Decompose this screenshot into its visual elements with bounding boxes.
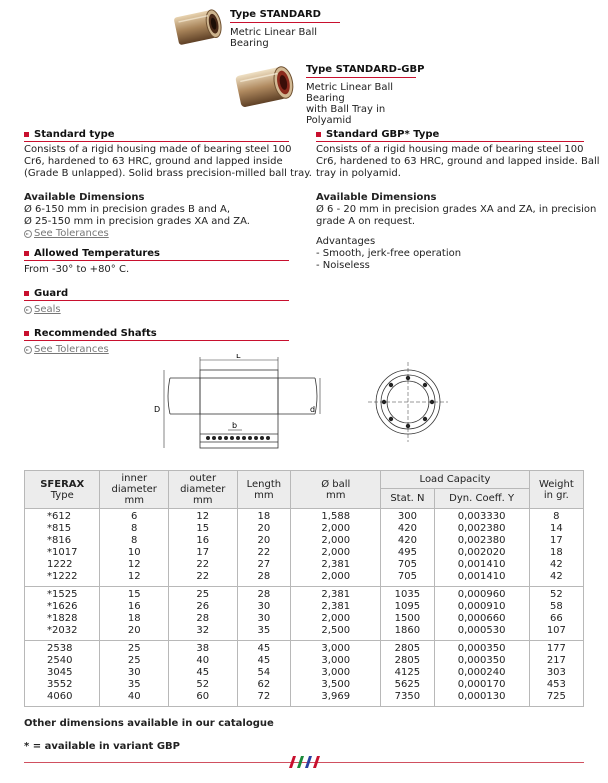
table-cell: 0,000350 bbox=[434, 641, 529, 656]
guard-heading: Guard bbox=[24, 288, 68, 299]
product-title: Type STANDARD-GBP bbox=[306, 64, 425, 75]
table-row bbox=[25, 559, 584, 571]
table-row bbox=[25, 601, 584, 613]
table-cell: 40 bbox=[168, 655, 237, 667]
table-cell: 2,000 bbox=[291, 613, 381, 625]
product-gbp bbox=[306, 64, 424, 126]
table-cell: 58 bbox=[529, 601, 583, 613]
table-cell: 42 bbox=[529, 559, 583, 571]
bullet-square-icon bbox=[24, 291, 29, 296]
table-cell: *816 bbox=[25, 535, 100, 547]
col-header-outer: outer diameter mm bbox=[168, 471, 237, 509]
table-row bbox=[25, 587, 584, 602]
table-cell: 52 bbox=[168, 679, 237, 691]
table-cell: 22 bbox=[168, 559, 237, 571]
table-cell: 20 bbox=[100, 625, 169, 641]
table-cell: 2,381 bbox=[291, 559, 381, 571]
table-cell: 22 bbox=[237, 547, 291, 559]
table-cell: 0,002380 bbox=[434, 535, 529, 547]
catalogue-note: Other dimensions available in our catalogue bbox=[24, 718, 274, 729]
table-cell: 18 bbox=[237, 509, 291, 524]
table-cell: 17 bbox=[168, 547, 237, 559]
table-row bbox=[25, 679, 584, 691]
table-cell: 35 bbox=[237, 625, 291, 641]
shafts-rule bbox=[24, 340, 289, 341]
table-cell: 2538 bbox=[25, 641, 100, 656]
table-cell: 3045 bbox=[25, 667, 100, 679]
table-cell: 45 bbox=[237, 641, 291, 656]
table-cell: 4125 bbox=[381, 667, 434, 679]
col-header-load: Load Capacity bbox=[381, 471, 529, 489]
dim-b-label: b bbox=[232, 421, 238, 430]
link-arrow-icon bbox=[24, 306, 32, 314]
table-cell: 0,000240 bbox=[434, 667, 529, 679]
table-cell: *1828 bbox=[25, 613, 100, 625]
table-row bbox=[25, 523, 584, 535]
table-cell: 3,500 bbox=[291, 679, 381, 691]
table-cell: 18 bbox=[100, 613, 169, 625]
bullet-square-icon bbox=[24, 251, 29, 256]
table-cell: 4060 bbox=[25, 691, 100, 707]
table-row bbox=[25, 547, 584, 559]
table-row bbox=[25, 691, 584, 707]
gbp-advantages: Advantages - Smooth, jerk-free operation - Noiseless bbox=[316, 236, 462, 271]
dim-d-label: d bbox=[310, 405, 316, 414]
table-cell: 1860 bbox=[381, 625, 434, 641]
spec-table-body bbox=[25, 509, 584, 707]
table-cell: 2540 bbox=[25, 655, 100, 667]
table-cell: *612 bbox=[25, 509, 100, 524]
table-cell: 25 bbox=[168, 587, 237, 602]
table-cell: 12 bbox=[100, 571, 169, 587]
standard-rule bbox=[24, 141, 289, 142]
table-cell: 0,002020 bbox=[434, 547, 529, 559]
table-cell: 42 bbox=[529, 571, 583, 587]
table-cell: 38 bbox=[168, 641, 237, 656]
col-header-dyn: Dyn. Coeff. Y bbox=[434, 489, 529, 509]
table-cell: 60 bbox=[168, 691, 237, 707]
table-row bbox=[25, 509, 584, 524]
table-cell: 40 bbox=[100, 691, 169, 707]
table-cell: 26 bbox=[168, 601, 237, 613]
temps-text: From -30° to +80° C. bbox=[24, 264, 130, 275]
table-cell: 2,000 bbox=[291, 523, 381, 535]
shafts-link-row bbox=[24, 344, 109, 358]
table-cell: 2,381 bbox=[291, 601, 381, 613]
table-cell: 2,000 bbox=[291, 547, 381, 559]
bullet-square-icon bbox=[24, 132, 29, 137]
table-cell: 0,000350 bbox=[434, 655, 529, 667]
standard-description: Consists of a rigid housing made of bearing steel 100 Cr6, hardened to 63 HRC, ground and lapped inside (Grade B unlapped). Solid brass precision-milled ball tray. bbox=[24, 144, 312, 179]
table-cell: 25 bbox=[100, 655, 169, 667]
col-header-length: Length mm bbox=[237, 471, 291, 509]
table-cell: 3,969 bbox=[291, 691, 381, 707]
table-cell: 16 bbox=[100, 601, 169, 613]
table-cell: 725 bbox=[529, 691, 583, 707]
title-rule bbox=[306, 77, 416, 78]
table-row bbox=[25, 535, 584, 547]
spec-table bbox=[24, 470, 584, 707]
table-row bbox=[25, 571, 584, 587]
bullet-square-icon bbox=[316, 132, 321, 137]
table-cell: 0,000660 bbox=[434, 613, 529, 625]
see-tolerances-link[interactable]: See Tolerances bbox=[24, 228, 109, 240]
table-cell: 6 bbox=[100, 509, 169, 524]
table-cell: 0,003330 bbox=[434, 509, 529, 524]
link-arrow-icon bbox=[24, 346, 32, 354]
table-cell: 0,001410 bbox=[434, 559, 529, 571]
table-cell: 28 bbox=[237, 587, 291, 602]
table-cell: 62 bbox=[237, 679, 291, 691]
table-cell: 30 bbox=[237, 613, 291, 625]
table-row bbox=[25, 613, 584, 625]
standard-dimensions: Available Dimensions Ø 6-150 mm in precision grades B and A, Ø 25-150 mm in precision grades XA and ZA. See Tolerances bbox=[24, 192, 250, 239]
table-cell: 28 bbox=[168, 613, 237, 625]
gbp-heading: Standard GBP* Type bbox=[316, 129, 439, 140]
table-cell: 1,588 bbox=[291, 509, 381, 524]
gbp-description: Consists of a rigid housing made of bearing steel 100 Cr6, hardened to 63 HRC, ground and lapped inside. Ball tray in polyamid. bbox=[316, 144, 600, 179]
table-cell: 54 bbox=[237, 667, 291, 679]
see-tolerances-shafts-link[interactable]: See Tolerances bbox=[24, 344, 109, 356]
table-cell: 303 bbox=[529, 667, 583, 679]
gbp-note: * = available in variant GBP bbox=[24, 741, 180, 752]
table-cell: 0,000910 bbox=[434, 601, 529, 613]
table-cell: 2,381 bbox=[291, 587, 381, 602]
dim-D-label: D bbox=[154, 405, 161, 414]
table-cell: 217 bbox=[529, 655, 583, 667]
table-cell: *1222 bbox=[25, 571, 100, 587]
table-cell: 1222 bbox=[25, 559, 100, 571]
table-cell: 17 bbox=[529, 535, 583, 547]
table-cell: 3,000 bbox=[291, 667, 381, 679]
product-desc: Metric Linear Ball Bearing with Ball Tray in Polyamid bbox=[306, 82, 394, 126]
table-cell: 495 bbox=[381, 547, 434, 559]
table-cell: 27 bbox=[237, 559, 291, 571]
table-cell: 25 bbox=[100, 641, 169, 656]
table-cell: 0,000960 bbox=[434, 587, 529, 602]
table-cell: 15 bbox=[168, 523, 237, 535]
table-row bbox=[25, 625, 584, 641]
table-cell: 2805 bbox=[381, 641, 434, 656]
table-cell: 420 bbox=[381, 523, 434, 535]
table-cell: 705 bbox=[381, 571, 434, 587]
dim-L-label: L bbox=[236, 354, 241, 360]
table-cell: 2805 bbox=[381, 655, 434, 667]
table-row bbox=[25, 655, 584, 667]
table-cell: 420 bbox=[381, 535, 434, 547]
link-arrow-icon bbox=[24, 230, 32, 238]
table-cell: 12 bbox=[168, 509, 237, 524]
table-cell: 1500 bbox=[381, 613, 434, 625]
technical-drawing bbox=[150, 354, 450, 457]
table-cell: 3,000 bbox=[291, 655, 381, 667]
table-cell: 28 bbox=[237, 571, 291, 587]
table-cell: 22 bbox=[168, 571, 237, 587]
table-cell: 2,000 bbox=[291, 535, 381, 547]
table-cell: 0,001410 bbox=[434, 571, 529, 587]
table-cell: *815 bbox=[25, 523, 100, 535]
table-cell: 45 bbox=[168, 667, 237, 679]
col-header-type: SFERAX Type bbox=[25, 471, 100, 509]
table-row bbox=[25, 667, 584, 679]
table-cell: 12 bbox=[100, 559, 169, 571]
table-cell: 0,002380 bbox=[434, 523, 529, 535]
bearing-gbp-image bbox=[232, 60, 302, 117]
table-cell: 1095 bbox=[381, 601, 434, 613]
guard-link-row bbox=[24, 304, 61, 318]
table-row bbox=[25, 641, 584, 656]
table-cell: 107 bbox=[529, 625, 583, 641]
bearing-standard-image bbox=[170, 4, 226, 53]
table-cell: 14 bbox=[529, 523, 583, 535]
table-cell: 72 bbox=[237, 691, 291, 707]
title-rule bbox=[230, 22, 340, 23]
table-cell: 300 bbox=[381, 509, 434, 524]
col-header-stat: Stat. N bbox=[381, 489, 434, 509]
table-cell: 1035 bbox=[381, 587, 434, 602]
table-cell: 705 bbox=[381, 559, 434, 571]
col-header-weight: Weight in gr. bbox=[529, 471, 583, 509]
table-cell: 15 bbox=[100, 587, 169, 602]
product-title: Type STANDARD bbox=[230, 9, 321, 20]
temps-heading: Allowed Temperatures bbox=[24, 248, 160, 259]
standard-heading: Standard type bbox=[24, 129, 115, 140]
table-cell: 20 bbox=[237, 535, 291, 547]
table-cell: 66 bbox=[529, 613, 583, 625]
table-cell: *1525 bbox=[25, 587, 100, 602]
table-cell: 32 bbox=[168, 625, 237, 641]
table-cell: 2,000 bbox=[291, 571, 381, 587]
table-cell: *1626 bbox=[25, 601, 100, 613]
table-cell: 8 bbox=[100, 535, 169, 547]
product-desc: Metric Linear Ball Bearing bbox=[230, 27, 318, 49]
table-cell: 3552 bbox=[25, 679, 100, 691]
temps-rule bbox=[24, 260, 289, 261]
gbp-rule bbox=[316, 141, 584, 142]
table-cell: 30 bbox=[237, 601, 291, 613]
table-cell: 8 bbox=[529, 509, 583, 524]
gbp-dimensions: Available Dimensions Ø 6 - 20 mm in precision grades XA and ZA, in precision grade A on request. bbox=[316, 192, 597, 227]
seals-link[interactable]: Seals bbox=[24, 304, 61, 316]
table-cell: 18 bbox=[529, 547, 583, 559]
table-cell: 2,500 bbox=[291, 625, 381, 641]
shafts-heading: Recommended Shafts bbox=[24, 328, 157, 339]
table-cell: 3,000 bbox=[291, 641, 381, 656]
table-cell: 5625 bbox=[381, 679, 434, 691]
table-cell: 8 bbox=[100, 523, 169, 535]
table-cell: 45 bbox=[237, 655, 291, 667]
table-cell: 0,000530 bbox=[434, 625, 529, 641]
table-cell: 52 bbox=[529, 587, 583, 602]
table-cell: 0,000170 bbox=[434, 679, 529, 691]
table-cell: 16 bbox=[168, 535, 237, 547]
table-cell: *1017 bbox=[25, 547, 100, 559]
table-cell: 0,000130 bbox=[434, 691, 529, 707]
guard-rule bbox=[24, 300, 289, 301]
table-cell: 453 bbox=[529, 679, 583, 691]
table-cell: 10 bbox=[100, 547, 169, 559]
col-header-ball: Ø ball mm bbox=[291, 471, 381, 509]
table-cell: 20 bbox=[237, 523, 291, 535]
table-cell: *2032 bbox=[25, 625, 100, 641]
table-cell: 7350 bbox=[381, 691, 434, 707]
table-cell: 35 bbox=[100, 679, 169, 691]
bullet-square-icon bbox=[24, 331, 29, 336]
product-standard bbox=[230, 9, 340, 49]
col-header-inner: inner diameter mm bbox=[100, 471, 169, 509]
stripes-logo-icon bbox=[285, 756, 325, 771]
table-cell: 177 bbox=[529, 641, 583, 656]
table-cell: 30 bbox=[100, 667, 169, 679]
